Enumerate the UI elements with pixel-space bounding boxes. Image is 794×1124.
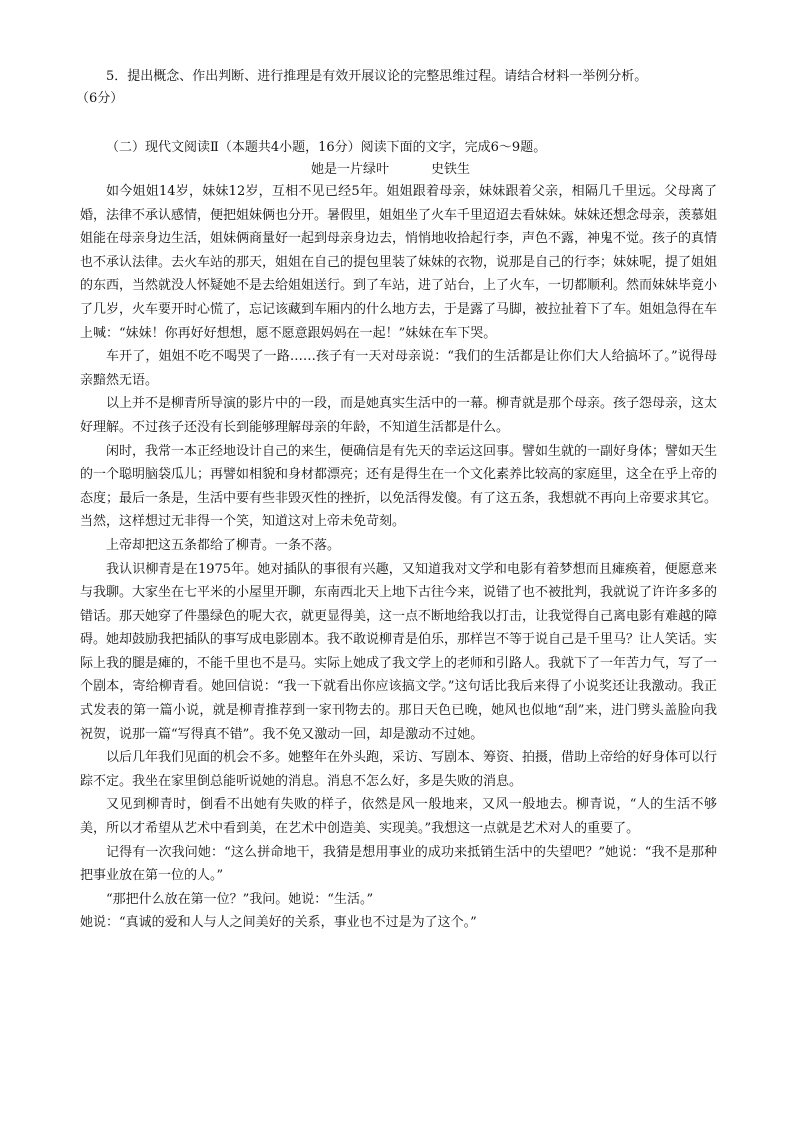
paragraph-9: 记得有一次我问她：“这么拼命地干，我猜是想用事业的成功来抵销生活中的失望吧？”她说：“我不是那种把事业放在第一位的人。” <box>80 844 717 884</box>
paragraph-5: 上帝却把这五条都给了柳青。一条不落。 <box>106 537 341 553</box>
paragraph-6: 我认识柳青是在1975年。她对插队的事很有兴趣，又知道我对文学和电影有着梦想而且瘫痪着，便愿意来与我聊。大家坐在七平米的小屋里开聊，东南西北天上地下古往今来，说错了也不被批判，我就说了许许多多的错话。那天她穿了件墨绿色的呢大衣，就更显得美，这一点不断地给我以打击，让我觉得自己离电影有难越的障碍。她却鼓励我把插队的事写成电影剧本。我不敢说柳青是伯乐，那样岂不等于说自己是千里马？让人笑话。实际上我的腿是瘫的，不能千里也不是马。实际上她成了我文学上的老师和引路人。我就下了一年苦力气，写了一个剧本，寄给柳青看。她回信说：“我一下就看出你应该搞文学。”这句话比我后来得了小说奖还让我激动。我正式发表的第一篇小说，就是柳青推荐到一家刊物去的。那日天色已晚，她风也似地“刮”来，进门劈头盖脸向我祝贺，说那一篇“写得真不错”。我不免又激动一回，却是激动不过她。 <box>80 561 718 742</box>
paragraph-2: 车开了，姐姐不吃不喝哭了一路……孩子有一天对母亲说：“我们的生活都是让你们大人给搞坏了。”说得母亲黯然无语。 <box>80 349 717 388</box>
article-author: 史铁生 <box>431 162 471 177</box>
question-5-score: （6分） <box>76 91 124 106</box>
article-body <box>80 180 717 935</box>
section-header: （二）现代文阅读Ⅱ（本题共4小题，16分）阅读下面的文字，完成6～9题。 <box>106 140 547 155</box>
question-5-text: 5．提出概念、作出判断、进行推理是有效开展议论的完整思维过程。请结合材料一举例分析。 <box>106 69 648 84</box>
paragraph-3: 以上并不是柳青所导演的影片中的一段，而是她真实生活中的一幕。柳青就是那个母亲。孩子怨母亲，这太好理解。不过孩子还没有长到能够理解母亲的年龄，不知道生活都是什么。 <box>80 396 718 435</box>
paragraph-8: 又见到柳青时，倒看不出她有失败的样子，依然是风一般地来，又风一般地去。柳青说，“人的生活不够美，所以才希望从艺术中看到美，在艺术中创造美、实现美。”我想这一点就是艺术对人的重要了。 <box>80 797 717 837</box>
paragraph-10: “那把什么放在第一位？”我问。她说：“生活。” <box>106 891 374 907</box>
article-heading <box>311 160 470 180</box>
question-5 <box>76 66 720 110</box>
paragraph-7: 以后几年我们见面的机会不多。她整年在外头跑，采访、写剧本、筹资、拍摄，借助上帝给的好身体可以行踪不定。我坐在家里倒总能听说她的消息。消息不怎么好，多是失败的消息。 <box>80 750 718 789</box>
paragraph-11: 她说：“真诚的爱和人与人之间美好的关系，事业也不过是为了这个。” <box>80 915 477 931</box>
article-title: 她是一片绿叶 <box>311 162 390 177</box>
paragraph-1: 如今姐姐14岁，妹妹12岁，互相不见已经5年。姐姐跟着母亲，妹妹跟着父亲，相隔几千里远。父母离了婚，法律不承认感情，便把姐妹俩也分开。暑假里，姐姐坐了火车千里迢迢去看妹妹。妹妹还想念母亲，羡慕姐姐能在母亲身边生活，姐妹俩商量好一起到母亲身边去，悄悄地收拾起行李，声色不露，神鬼不觉。孩子的真情也不承认法律。去火车站的那天，姐姐在自己的提包里装了妹妹的衣物，说那是自己的行李；妹妹呢，提了姐姐的东西，当然就没人怀疑她不是去给姐姐送行。到了车站，进了站台，上了火车，一切都顺利。然而妹妹毕竟小了几岁，火车要开时心慌了，忘记该藏到车厢内的什么地方去，于是露了马脚，被拉扯着下了车。姐姐急得在车上喊：“妹妹！你再好好想想，愿不愿意跟妈妈在一起！”妹妹在车下哭。 <box>80 184 718 341</box>
paragraph-4: 闲时，我常一本正经地设计自己的来生，便确信是有先天的幸运这回事。譬如生就的一副好身体；譬如天生的一个聪明脑袋瓜儿；再譬如相貌和身材都漂亮；还有是得生在一个文化素养比较高的家庭里，这全在乎上帝的态度；最后一条是，生活中要有些非毁灭性的挫折，以免活得发傻。有了这五条，我想就不再向上帝要求其它。当然，这样想过无非得一个笑，知道这对上帝未免苛刻。 <box>80 443 718 530</box>
